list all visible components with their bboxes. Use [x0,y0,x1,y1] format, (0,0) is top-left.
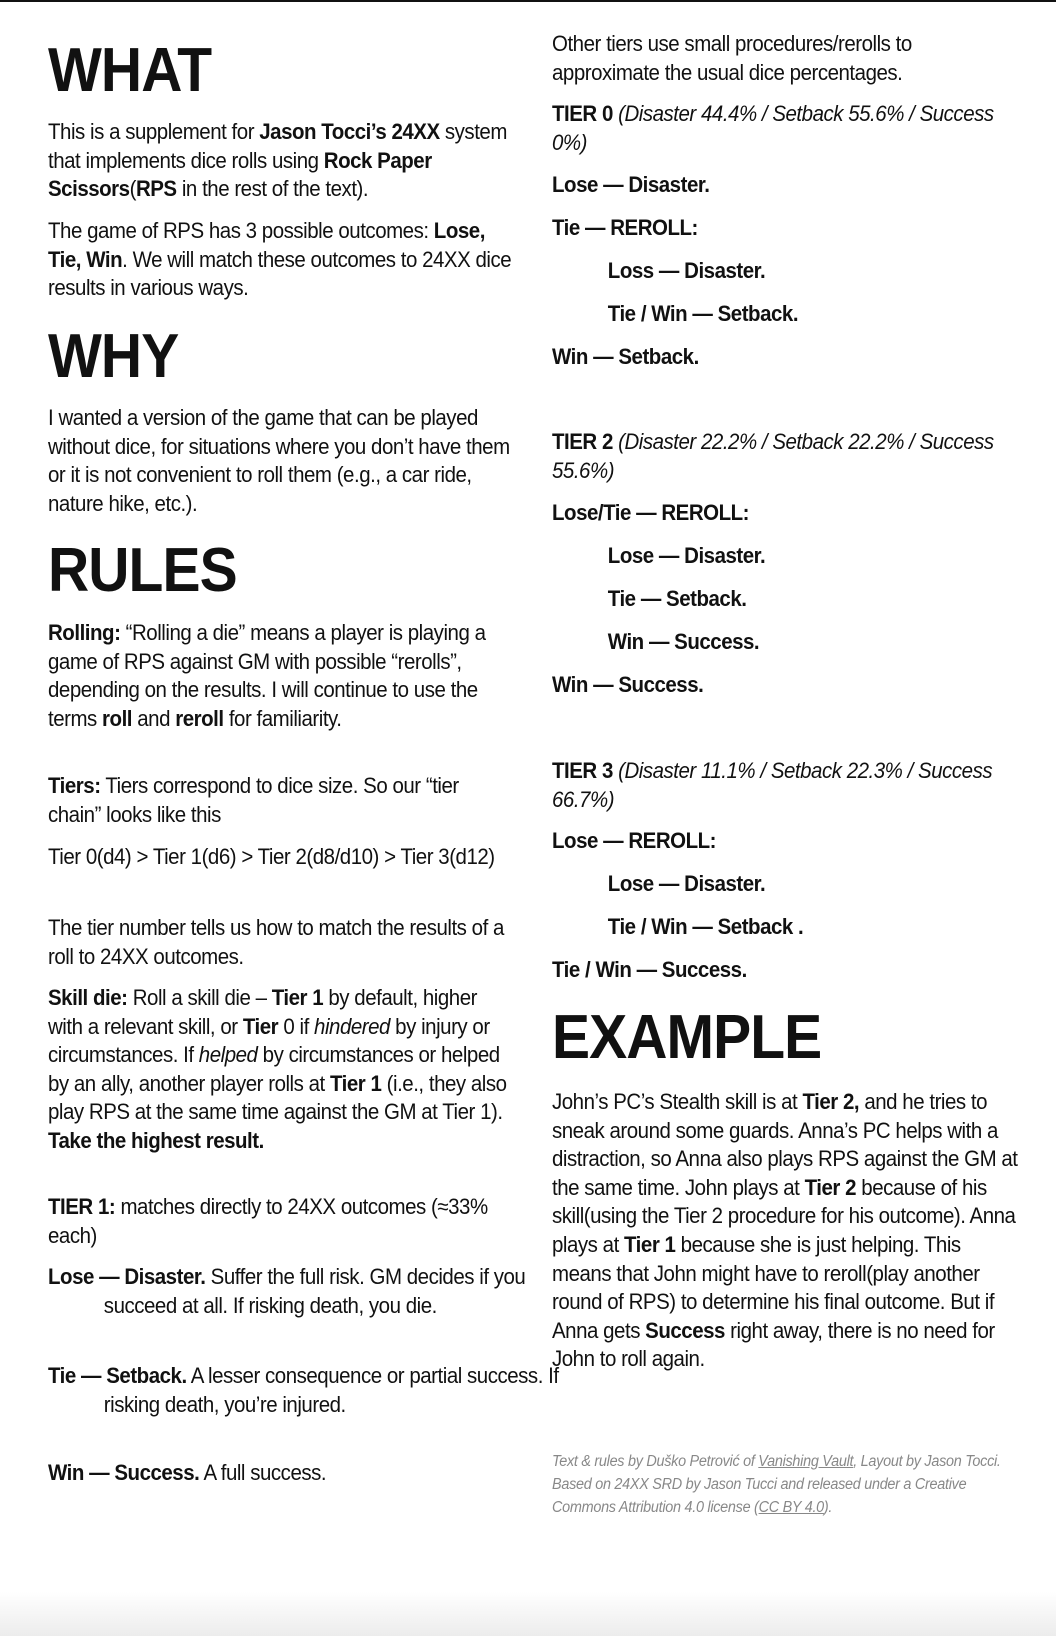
tier0-heading: TIER 0 (Disaster 44.4% / Setback 55.6% / Success 0%) [552,101,994,155]
example-paragraph: John’s PC’s Stealth skill is at Tier 2, and he tries to sneak around some guards. Anna’s PC helps with a distraction, so Anna also plays RPS against the GM at the same time. John plays at Tier 2 because of his skill(using the Tier 2 procedure for his outcome). Anna plays at Tier 1 because she is just helping. This means that John might have to reroll(play another round of RPS) to determine his final outcome. But if Anna gets Success right away, there is no need for John to roll again. [552,1089,1018,1372]
tiers-paragraph: Tiers: Tiers correspond to dice size. So our “tier chain” looks like this [48,773,459,827]
heading-rules: RULES [48,536,237,605]
skill-die-paragraph: Skill die: Roll a skill die – Tier 1 by default, higher with a relevant skill, or Tier 0 if hindered by injury or circumstances. If helped by circumstances or helped by an ally, another player rolls at Tier 1 (i.e., they also play RPS at the same time against the GM at Tier 1). Take the highest result. [48,985,507,1153]
heading-what: WHAT [48,36,212,105]
tier3-subline: Lose — Disaster. [607,871,766,896]
tier1-paragraph: TIER 1: matches directly to 24XX outcomes (≈33% each) [48,1194,488,1248]
tier0-subline: Tie / Win — Setback. [607,301,799,326]
win-outcome: Win — Success. A full success. [48,1460,327,1485]
footer-credits: Text & rules by Duško Petrović of Vanishing Vault, Layout by Jason Tocci. Based on 24XX SRD by Jason Tucci and released under a Creative Commons Attribution 4.0 license (CC BY 4.0). [552,1453,1001,1516]
why-paragraph: I wanted a version of the game that can be played without dice, for situations where you don’t have them or it is not convenient to roll them (e.g., a car ride, nature hike, etc.). [48,405,510,516]
what-paragraph-1: This is a supplement for Jason Tocci’s 24XX system that implements dice rolls using Rock Paper Scissors(RPS in the rest of the text). [48,119,507,202]
rolling-paragraph: Rolling: “Rolling a die” means a player is playing a game of RPS against GM with possible “rerolls”, depending on the results. I will continue to use the terms roll and reroll for familiarity. [48,620,486,731]
tier0-line: Lose — Disaster. [552,172,710,197]
tier0-subline: Loss — Disaster. [607,258,766,283]
vanishing-vault-link[interactable]: Vanishing Vault [758,1453,854,1470]
tier-number-paragraph: The tier number tells us how to match the results of a roll to 24XX outcomes. [48,915,504,969]
tier2-subline: Lose — Disaster. [607,543,766,568]
tier2-line: Win — Success. [552,672,704,697]
tier0-line: Win — Setback. [552,344,699,369]
tier3-subline: Tie / Win — Setback . [607,914,804,939]
tie-outcome: Tie — Setback. A lesser consequence or partial success. If risking death, you’re injured. [48,1363,559,1417]
what-paragraph-2: The game of RPS has 3 possible outcomes: Lose, Tie, Win. We will match these outcomes to 24XX dice results in various ways. [48,218,512,301]
cc-by-link[interactable]: CC BY 4.0 [758,1499,824,1516]
tier2-line: Lose/Tie — REROLL: [552,500,750,525]
lose-outcome: Lose — Disaster. Suffer the full risk. GM decides if you succeed at all. If risking death, you die. [48,1264,526,1318]
tier3-line: Lose — REROLL: [552,828,716,853]
document-page [0,2,1056,1636]
tier3-heading: TIER 3 (Disaster 11.1% / Setback 22.3% / Success 66.7%) [552,758,993,812]
tier2-heading: TIER 2 (Disaster 22.2% / Setback 22.2% / Success 55.6%) [552,429,994,483]
tier2-subline: Win — Success. [607,629,760,654]
tier3-line: Tie / Win — Success. [552,957,747,982]
heading-example: EXAMPLE [552,1003,822,1072]
tier2-subline: Tie — Setback. [607,586,747,611]
tier0-line: Tie — REROLL: [552,215,698,240]
heading-why: WHY [48,322,179,391]
tiers-intro: Other tiers use small procedures/rerolls to approximate the usual dice percentages. [552,31,912,85]
tier-chain: Tier 0(d4) > Tier 1(d6) > Tier 2(d8/d10) > Tier 3(d12) [48,844,495,869]
